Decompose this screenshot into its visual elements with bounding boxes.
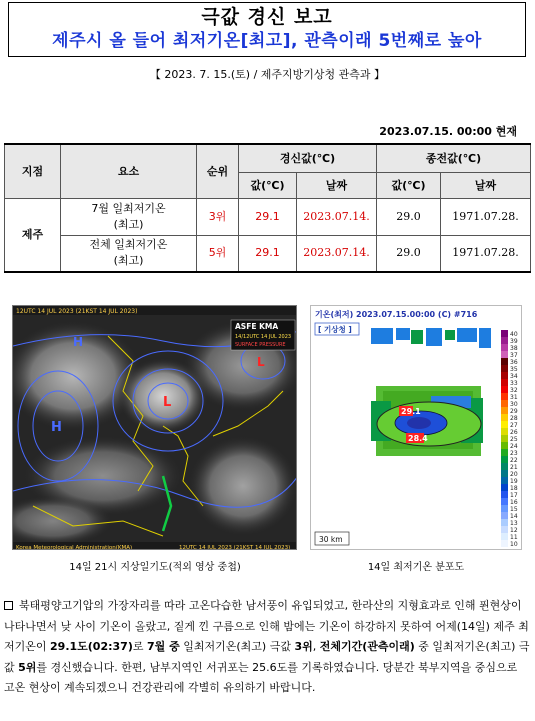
colorbar-swatch	[501, 442, 508, 449]
new-value-cell: 29.1	[239, 235, 297, 272]
colorbar-swatch	[501, 393, 508, 400]
header-station: 지점	[5, 144, 61, 198]
header-updated: 경신값(℃)	[239, 144, 377, 172]
colorbar-swatch	[501, 351, 508, 358]
colorbar-tick-label: 39	[510, 338, 518, 345]
rank-cell: 3위	[197, 198, 239, 235]
colorbar	[501, 330, 518, 548]
colorbar-tick-label: 25	[510, 436, 518, 443]
colorbar-swatch	[501, 428, 508, 435]
summary-paragraph: 북태평양고기압의 가장자리를 따라 고온다습한 남서풍이 유입되었고, 한라산의 지형효과로 인해 푄현상이 나타나면서 낮 사이 기온이 올랐고, 짙게 낀 구름으로 인해 밤에는 기온이 하강하지 못하여 어제(14일) 제주 최저기온이 29.1도(02:37)로 7월 중 일최저기온(최고) 극값 3위, 전체기간(관측이래) 중 일최저기온(최고) 극값 5위를 경신했습니다. 한편, 남부지역인 서귀포는 25.6도를 기록하였습니다. 당분간 북부지역을 중심으로 고온 현상이 계속되겠으니 건강관리에 각별히 유의하기 바랍니다.	[4, 599, 530, 694]
chart-top-label: 12UTC 14 JUL 2023 (21KST 14 JUL 2023)	[16, 308, 138, 315]
colorbar-swatch	[501, 379, 508, 386]
colorbar-tick-label: 12	[510, 527, 518, 534]
high-pressure-mark-2: H	[73, 335, 84, 349]
colorbar-swatch	[501, 477, 508, 484]
temperature-map-caption: 14일 최저기온 분포도	[367, 562, 465, 573]
kma-badge: [ 기상청 ]	[318, 325, 352, 334]
colorbar-swatch	[501, 491, 508, 498]
colorbar-tick-label: 22	[510, 457, 518, 464]
report-title: 극값 경신 보고	[201, 6, 333, 28]
colorbar-tick-label: 32	[510, 387, 518, 394]
bullet-square-icon	[4, 601, 13, 610]
colorbar-tick-label: 26	[510, 429, 518, 436]
colorbar-swatch	[501, 519, 508, 526]
colorbar-swatch	[501, 526, 508, 533]
temp-map-header: 기온(최저) 2023.07.15.00:00 (C) #716	[315, 310, 478, 319]
colorbar-swatch	[501, 386, 508, 393]
header-new-value: 값(℃)	[239, 172, 297, 198]
chart-box-line3: SURFACE PRESSURE	[235, 342, 286, 348]
temperature-map-graphic	[311, 306, 522, 550]
surface-chart-graphic	[13, 306, 297, 550]
low-pressure-mark-2: L	[257, 355, 265, 369]
chart-box-line1: ASFE KMA	[235, 322, 279, 331]
colorbar-tick-label: 19	[510, 478, 518, 485]
colorbar-swatch	[501, 484, 508, 491]
colorbar-swatch	[501, 414, 508, 421]
colorbar-swatch	[501, 463, 508, 470]
colorbar-tick-label: 10	[510, 541, 518, 548]
colorbar-tick-label: 24	[510, 443, 518, 450]
colorbar-tick-label: 18	[510, 485, 518, 492]
old-value-cell: 29.0	[377, 235, 441, 272]
rank-cell: 5위	[197, 235, 239, 272]
surface-chart-caption: 14일 21시 지상일기도(적외 영상 중첩)	[69, 562, 241, 573]
colorbar-tick-label: 27	[510, 422, 518, 429]
station-cell: 제주	[5, 198, 61, 272]
colorbar-tick-label: 35	[510, 366, 518, 373]
report-subtitle: 제주시 올 들어 최저기온[최고], 관측이래 5번째로 높아	[52, 31, 482, 51]
colorbar-tick-label: 37	[510, 352, 518, 359]
colorbar-swatch	[501, 505, 508, 512]
temp-label-south: 28.4	[408, 434, 428, 443]
colorbar-tick-label: 23	[510, 450, 518, 457]
old-value-cell: 29.0	[377, 198, 441, 235]
table-row	[5, 235, 531, 272]
chart-box-line2: 14/12UTC 14 JUL 2023	[235, 334, 292, 340]
chart-bottom-right-label: 12UTC 14 JUL 2023 (21KST 14 JUL 2023)	[179, 545, 291, 550]
new-date-cell: 2023.07.14.	[297, 198, 377, 235]
colorbar-tick-label: 13	[510, 520, 518, 527]
colorbar-swatch	[501, 407, 508, 414]
colorbar-tick-label: 28	[510, 415, 518, 422]
colorbar-tick-label: 34	[510, 373, 518, 380]
colorbar-swatch	[501, 498, 508, 505]
new-date-cell: 2023.07.14.	[297, 235, 377, 272]
source-line: 【 2023. 7. 15.(토) / 제주지방기상청 관측과 】	[149, 68, 386, 81]
colorbar-swatch	[501, 421, 508, 428]
colorbar-swatch	[501, 358, 508, 365]
colorbar-swatch	[501, 344, 508, 351]
colorbar-tick-label: 14	[510, 513, 518, 520]
new-value-cell: 29.1	[239, 198, 297, 235]
colorbar-swatch	[501, 456, 508, 463]
colorbar-tick-label: 40	[510, 331, 518, 338]
element-cell: 7월 일최저기온 (최고)	[61, 198, 197, 235]
colorbar-tick-label: 17	[510, 492, 518, 499]
temperature-map-image	[310, 305, 522, 550]
high-pressure-mark: H	[51, 420, 62, 435]
colorbar-tick-label: 30	[510, 401, 518, 408]
old-date-cell: 1971.07.28.	[441, 198, 531, 235]
colorbar-tick-label: 16	[510, 499, 518, 506]
temp-label-jeju: 29.1	[401, 407, 421, 416]
colorbar-tick-label: 20	[510, 471, 518, 478]
colorbar-swatch	[501, 449, 508, 456]
header-old-value: 값(℃)	[377, 172, 441, 198]
colorbar-tick-label: 36	[510, 359, 518, 366]
report-time: 2023.07.15. 00:00 현재	[379, 125, 517, 138]
low-pressure-mark: L	[163, 395, 172, 410]
colorbar-tick-label: 31	[510, 394, 518, 401]
table-row	[5, 198, 531, 235]
colorbar-swatch	[501, 337, 508, 344]
element-cell: 전체 일최저기온 (최고)	[61, 235, 197, 272]
colorbar-tick-label: 21	[510, 464, 518, 471]
colorbar-swatch	[501, 435, 508, 442]
colorbar-swatch	[501, 533, 508, 540]
colorbar-swatch	[501, 470, 508, 477]
old-date-cell: 1971.07.28.	[441, 235, 531, 272]
colorbar-swatch	[501, 540, 508, 547]
colorbar-tick-label: 15	[510, 506, 518, 513]
header-previous: 종전값(℃)	[377, 144, 531, 172]
colorbar-tick-label: 29	[510, 408, 518, 415]
header-rank: 순위	[197, 144, 239, 198]
colorbar-swatch	[501, 372, 508, 379]
colorbar-swatch	[501, 330, 508, 337]
colorbar-swatch	[501, 365, 508, 372]
header-old-date: 날짜	[441, 172, 531, 198]
record-table	[4, 143, 531, 273]
header-new-date: 날짜	[297, 172, 377, 198]
report-title-box	[8, 2, 526, 57]
chart-bottom-left-label: Korea Meteorological Administration(KMA)	[16, 545, 133, 550]
colorbar-tick-label: 33	[510, 380, 518, 387]
colorbar-tick-label: 11	[510, 534, 518, 541]
map-scale-label: 30 km	[319, 535, 343, 544]
surface-chart-image	[12, 305, 297, 550]
colorbar-swatch	[501, 512, 508, 519]
colorbar-swatch	[501, 400, 508, 407]
colorbar-tick-label: 38	[510, 345, 518, 352]
header-element: 요소	[61, 144, 197, 198]
